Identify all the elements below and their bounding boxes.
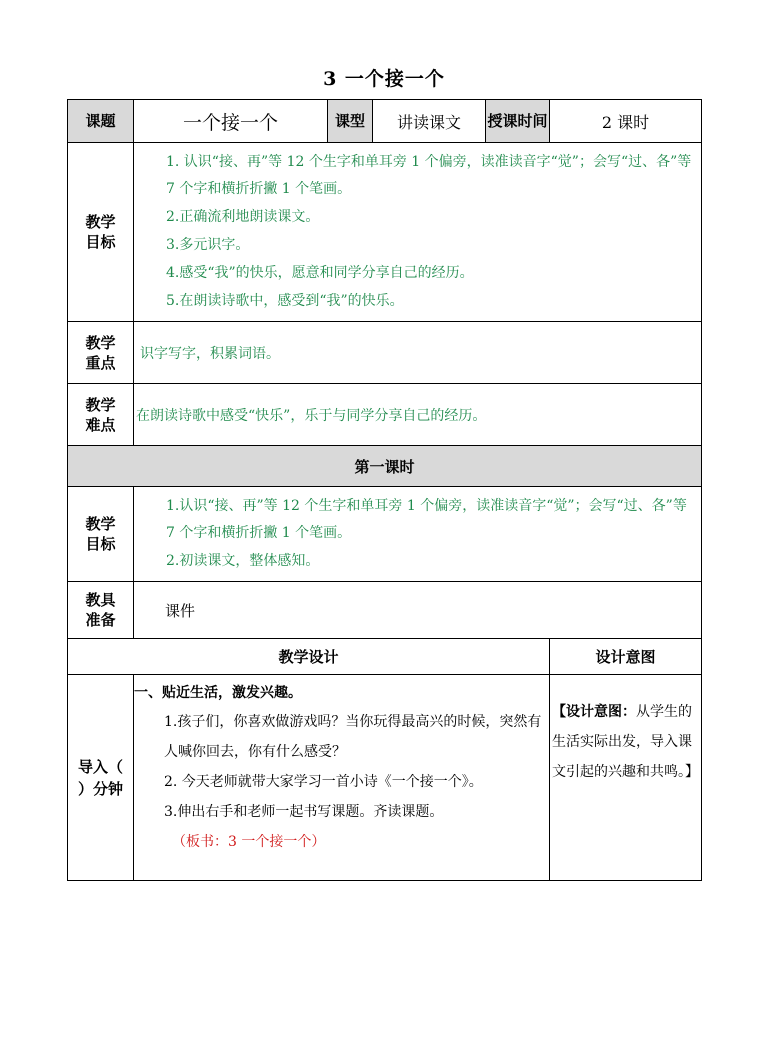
tools-value: 课件: [134, 582, 702, 639]
first-lesson-goals-label: [68, 487, 134, 582]
intent-column-header: 设计意图: [550, 639, 702, 675]
first-lesson-band: 第一课时: [68, 446, 702, 487]
key-points-row: [68, 322, 702, 384]
intro-step: 1.孩子们，你喜欢做游戏吗？当你玩得最高兴的时候，突然有人喊你回去，你有什么感受？: [164, 714, 542, 760]
first-lesson-goals-row: [68, 487, 702, 582]
goal-item: 4.感受“我”的快乐，愿意和同学分享自己的经历。: [166, 265, 474, 281]
goal-item: 5.在朗读诗歌中，感受到“我”的快乐。: [166, 293, 404, 309]
topic-label: 课题: [68, 100, 134, 143]
header-row: [68, 100, 702, 143]
difficulties-row: [68, 384, 702, 446]
board-note: （板书：3 一个接一个）: [172, 834, 326, 850]
intent-cell: [550, 675, 702, 881]
goals-cell: [134, 143, 702, 322]
first-lesson-goal-item: 1.认识“接、再”等 12 个生字和单耳旁 1 个偏旁，读准读音字“觉”；会写“过、各”等 7 个字和横折折撇 1 个笔画。: [166, 498, 687, 541]
goals-row: [68, 143, 702, 322]
time-label: [486, 100, 550, 143]
type-value: 讲读课文: [373, 100, 486, 143]
goal-item: 3.多元识字。: [166, 237, 250, 253]
intro-step: 2. 今天老师就带大家学习一首小诗《一个接一个》。: [164, 774, 483, 790]
topic-value: 一个接一个: [134, 100, 328, 143]
page-title: 3 一个接一个: [323, 68, 445, 90]
key-points-label-text: 教学重点: [85, 333, 116, 372]
difficulties-label-text: 教学难点: [85, 395, 116, 434]
design-header-row: [68, 639, 702, 675]
tools-label: [68, 582, 134, 639]
tools-row: [68, 582, 702, 639]
key-points-label: [68, 322, 134, 384]
first-lesson-goal-item: 2.初读课文，整体感知。: [166, 553, 320, 569]
intro-content-cell: [134, 675, 550, 881]
goal-item: 2.正确流利地朗读课文。: [166, 209, 320, 225]
section-title: 一、贴近生活，激发兴趣。: [134, 685, 302, 701]
intent-bold: 【设计意图：: [552, 704, 636, 720]
first-lesson-band-row: [68, 446, 702, 487]
intent-text: [550, 697, 701, 787]
time-label-text: 授课时间: [487, 112, 548, 130]
intro-label: [68, 675, 134, 881]
goals-label-text: 教学目标: [85, 213, 116, 251]
goals-label: [68, 143, 134, 322]
intro-label-text: 导入（ ）分钟: [77, 757, 123, 798]
intro-step: 3.伸出右手和老师一起书写课题。齐读课题。: [164, 804, 444, 820]
difficulties-label: [68, 384, 134, 446]
lesson-plan-table: [67, 99, 702, 881]
intro-row: [68, 675, 702, 881]
tools-label-text: 教具准备: [85, 591, 116, 629]
difficulties-text: 在朗读诗歌中感受“快乐”，乐于与同学分享自己的经历。: [134, 384, 702, 446]
type-label: 课型: [328, 100, 373, 143]
time-value: 2 课时: [550, 100, 702, 143]
first-lesson-goals-cell: [134, 487, 702, 582]
key-points-text: 识字写字，积累词语。: [134, 322, 702, 384]
design-column-header: 教学设计: [68, 639, 550, 675]
intent-body: 从学生的生活实际出发，导入课文引起的兴趣和共鸣。】: [552, 704, 699, 780]
first-lesson-goals-label-text: 教学目标: [85, 515, 116, 553]
goal-item: 1. 认识“接、再”等 12 个生字和单耳旁 1 个偏旁，读准读音字“觉”；会写“过、各”等 7 个字和横折折撇 1 个笔画。: [166, 154, 692, 197]
